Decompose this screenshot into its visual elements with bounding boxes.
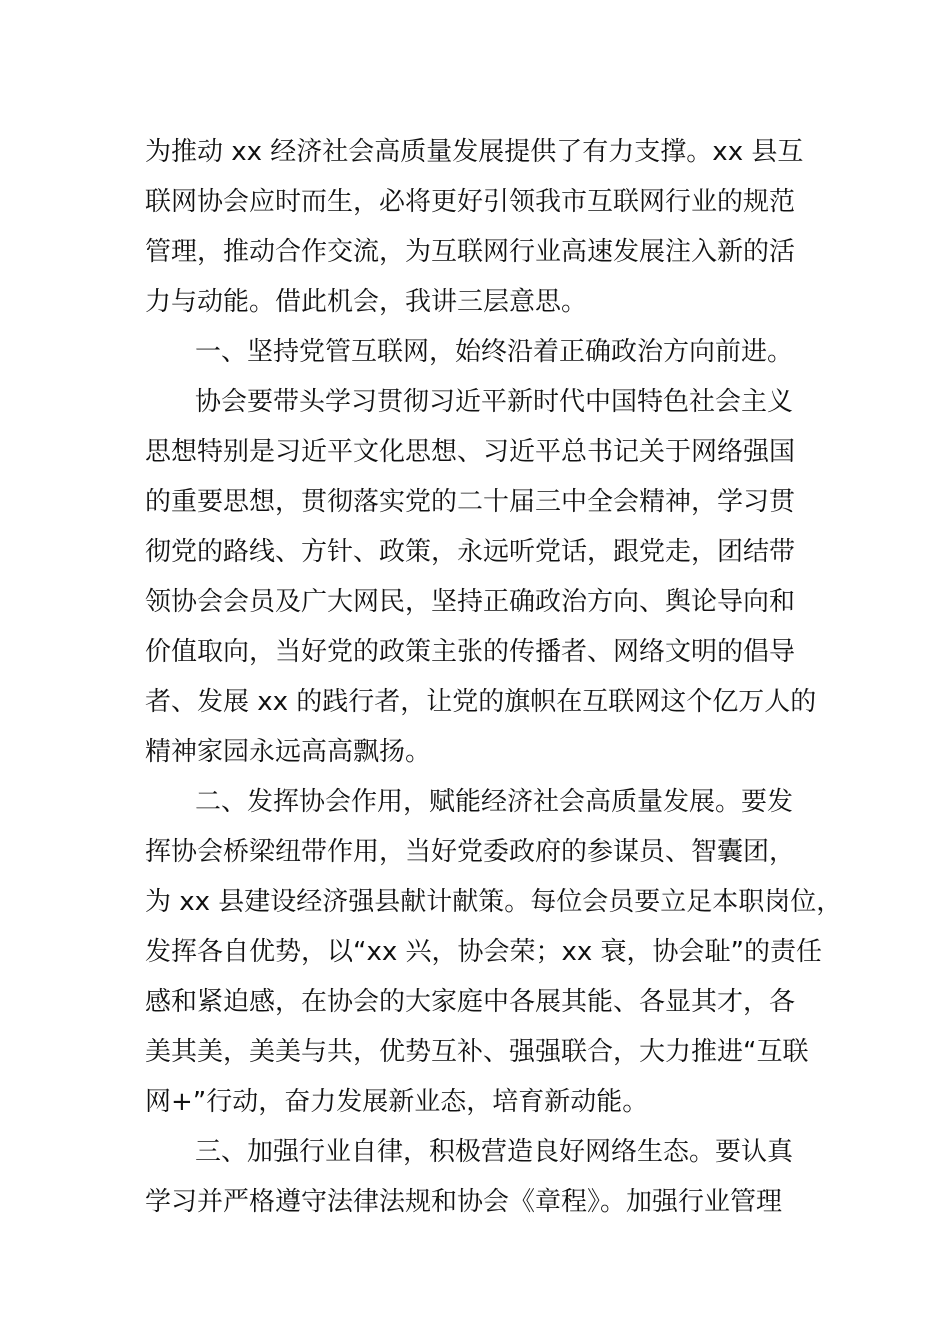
text-line: 力与动能。借此机会，我讲三层意思。 (145, 287, 588, 317)
text-line: 的重要思想，贯彻落实党的二十届三中全会精神，学习贯 (145, 487, 796, 517)
section-heading: 三、加强行业自律，积极营造良好网络生态。要认真 (195, 1137, 794, 1167)
text-line: 价值取向，当好党的政策主张的传播者、网络文明的倡导 (145, 637, 796, 667)
text-line: 精神家园永远高高飘扬。 (145, 737, 432, 767)
text-line: 领协会会员及广大网民，坚持正确政治方向、舆论导向和 (145, 587, 796, 617)
section-heading: 一、坚持党管互联网，始终沿着正确政治方向前进。 (195, 337, 794, 367)
text-line: 网+”行动，奋力发展新业态，培育新动能。 (145, 1087, 649, 1117)
text-line: 美其美，美美与共，优势互补、强强联合，大力推进“互联 (145, 1037, 809, 1067)
text-line: 为推动 xx 经济社会高质量发展提供了有力支撑。xx 县互 (145, 137, 804, 167)
text-line: 思想特别是习近平文化思想、习近平总书记关于网络强国 (145, 437, 796, 467)
text-line: 挥协会桥梁纽带作用，当好党委政府的参谋员、智囊团， (145, 837, 796, 867)
text-line: 为 xx 县建设经济强县献计献策。每位会员要立足本职岗位， (145, 887, 843, 917)
text-line: 者、发展 xx 的践行者，让党的旗帜在互联网这个亿万人的 (145, 687, 817, 717)
text-line: 联网协会应时而生，必将更好引领我市互联网行业的规范 (145, 187, 796, 217)
text-line: 管理，推动合作交流，为互联网行业高速发展注入新的活 (145, 237, 796, 267)
text-line: 感和紧迫感，在协会的大家庭中各展其能、各显其才，各 (145, 987, 796, 1017)
text-line: 发挥各自优势，以“xx 兴，协会荣；xx 衰，协会耻”的责任 (145, 937, 823, 967)
text-line: 协会要带头学习贯彻习近平新时代中国特色社会主义 (195, 387, 794, 417)
section-heading: 二、发挥协会作用，赋能经济社会高质量发展。要发 (195, 787, 794, 817)
text-line: 彻党的路线、方针、政策，永远听党话，跟党走，团结带 (145, 537, 796, 567)
text-line: 学习并严格遵守法律法规和协会《章程》。加强行业管理 (145, 1187, 783, 1217)
